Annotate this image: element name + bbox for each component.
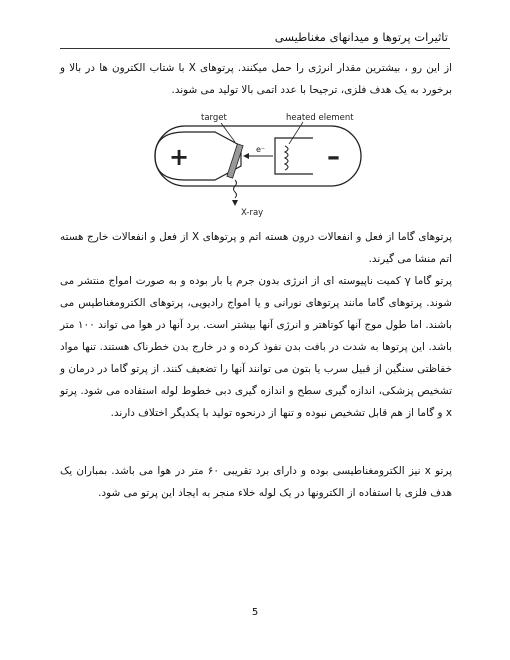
xray-tube-svg xyxy=(153,108,363,220)
label-heated-element: heated element xyxy=(286,113,354,123)
cathode-bracket xyxy=(275,138,313,174)
heated-element-coil xyxy=(285,146,288,170)
heated-element-leader-line xyxy=(289,122,303,144)
paragraph-gamma-properties: پرتو گاما γ کمیت ناپیوسته ای از انرژی بدون جرم یا بار بوده و به صورت امواج منتشر می شوند. پرتوهای گاما مانند پرتوهای نورانی و یا امواج رادیویی، پرتوهای الکترومغناطیس می باشند. اما طول موج آنها کوتاهتر و انرژی آنها بیشتر است. برد آنها در هوا می تواند ۱۰۰ متر باشد. این پرتوها به شدت در بافت بدن نفوذ کرده و در خارج بدن خطرناک هستند. تنها مواد خفاظتی سنگین از قبیل سرب یا بتون می توانند آنها را تضعیف کنند. از پرتو گاما در درمان و تشخیص پزشکی، اندازه گیری سطح و اندازه گیری دبی خطوط لوله استفاده می شود. پرتو x و گاما از هم قابل تشخیص نبوده و تنها از درنحوه تولید با یکدیگر اختلاف دارند. xyxy=(60,275,452,419)
xray-wave xyxy=(234,180,237,198)
header-rule xyxy=(60,48,450,49)
paragraph-xray-production: از این رو ، بیشترین مقدار انرژی را حمل میکنند. پرتوهای X با شتاب الکترون ها در بالا و برخورد به یک هدف فلزی، ترجیحا با عدد اتمی بالا تولید می شوند. xyxy=(60,62,452,96)
label-xray: X-ray xyxy=(241,208,264,218)
label-target: target xyxy=(201,113,227,123)
label-plus: + xyxy=(169,143,190,171)
page-number: 5 xyxy=(251,607,259,618)
electron-arrowhead xyxy=(243,153,249,159)
page-header-title: تاثیرات پرتوها و میدانهای مغناطیسی xyxy=(274,30,448,44)
paragraph-xray-range: پرتو x نیز الکترومغناطیسی بوده و دارای برد تقریبی ۶۰ متر در هوا می باشد. بمباران یک هدف فلزی با استفاده از الکترونها در یک لوله خلاء منجر به ایجاد این پرتو می شود. xyxy=(60,465,452,499)
label-minus: – xyxy=(327,142,340,172)
xray-tube-diagram xyxy=(153,108,363,220)
xray-arrowhead xyxy=(232,200,238,206)
paragraph-gamma-origin: پرتوهای گاما از فعل و انفعالات درون هسته اتم و پرتوهای X از فعل و انفعالات خارج هسته اتم منشا می گیرند. xyxy=(60,231,453,265)
label-electron: e⁻ xyxy=(256,145,266,154)
